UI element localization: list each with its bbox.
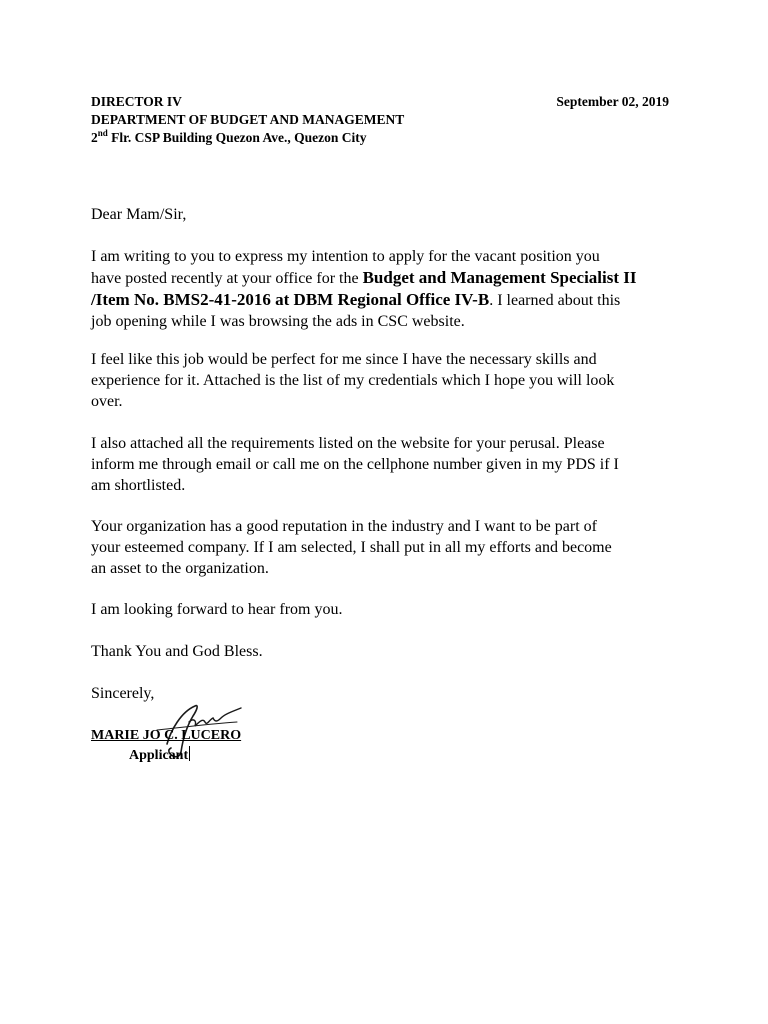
position-item-number: /Item No. BMS2-41-2016 at DBM Regional Office IV-B	[91, 290, 490, 309]
paragraph-line	[91, 267, 681, 289]
address-floor-suffix: nd	[97, 127, 108, 138]
signer-role-line	[129, 746, 190, 765]
closing: Sincerely,	[91, 685, 155, 702]
paragraph-line: I also attached all the requirements listed on the website for your perusal. Please	[91, 435, 605, 452]
paragraph-text: . I learned about this	[489, 292, 621, 309]
address-rest: Flr. CSP Building Quezon Ave., Quezon City	[107, 130, 367, 145]
paragraph-line: job opening while I was browsing the ads in CSC website.	[91, 313, 465, 330]
paragraph-thanks: Thank You and God Bless.	[91, 643, 263, 660]
paragraph-line	[91, 289, 681, 311]
paragraph-qualifications	[91, 349, 681, 412]
paragraph-text: have posted recently at your office for the	[91, 270, 363, 287]
letter-header	[91, 93, 681, 147]
paragraph-line: over.	[91, 393, 123, 410]
paragraph-line: inform me through email or call me on the cellphone number given in my PDS if I	[91, 456, 619, 473]
paragraph-intent	[91, 246, 681, 332]
paragraph-line: an asset to the organization.	[91, 560, 269, 577]
paragraph-requirements	[91, 433, 681, 496]
paragraph-line: I am writing to you to express my intention to apply for the vacant position you	[91, 248, 600, 265]
text-cursor	[189, 746, 190, 761]
paragraph-looking-forward: I am looking forward to hear from you.	[91, 601, 343, 618]
paragraph-line: experience for it. Attached is the list of my credentials which I hope you will look	[91, 372, 615, 389]
recipient-title: DIRECTOR IV	[91, 94, 182, 109]
recipient-department: DEPARTMENT OF BUDGET AND MANAGEMENT	[91, 112, 405, 127]
signature-block	[91, 700, 391, 780]
signer-role: Applicant	[129, 748, 189, 763]
paragraph-line: your esteemed company. If I am selected, I shall put in all my efforts and become	[91, 539, 612, 556]
paragraph-line: am shortlisted.	[91, 477, 186, 494]
letter-date: September 02, 2019	[556, 94, 669, 109]
address-floor-number: 2	[91, 130, 98, 145]
signer-name: MARIE JO C. LUCERO	[91, 728, 242, 743]
paragraph-organization	[91, 516, 681, 579]
salutation: Dear Mam/Sir,	[91, 206, 187, 223]
position-title: Budget and Management Specialist II	[362, 268, 637, 287]
paragraph-line: I feel like this job would be perfect for me since I have the necessary skills and	[91, 351, 597, 368]
paragraph-line: Your organization has a good reputation in the industry and I want to be part of	[91, 518, 597, 535]
recipient-address	[91, 129, 681, 147]
